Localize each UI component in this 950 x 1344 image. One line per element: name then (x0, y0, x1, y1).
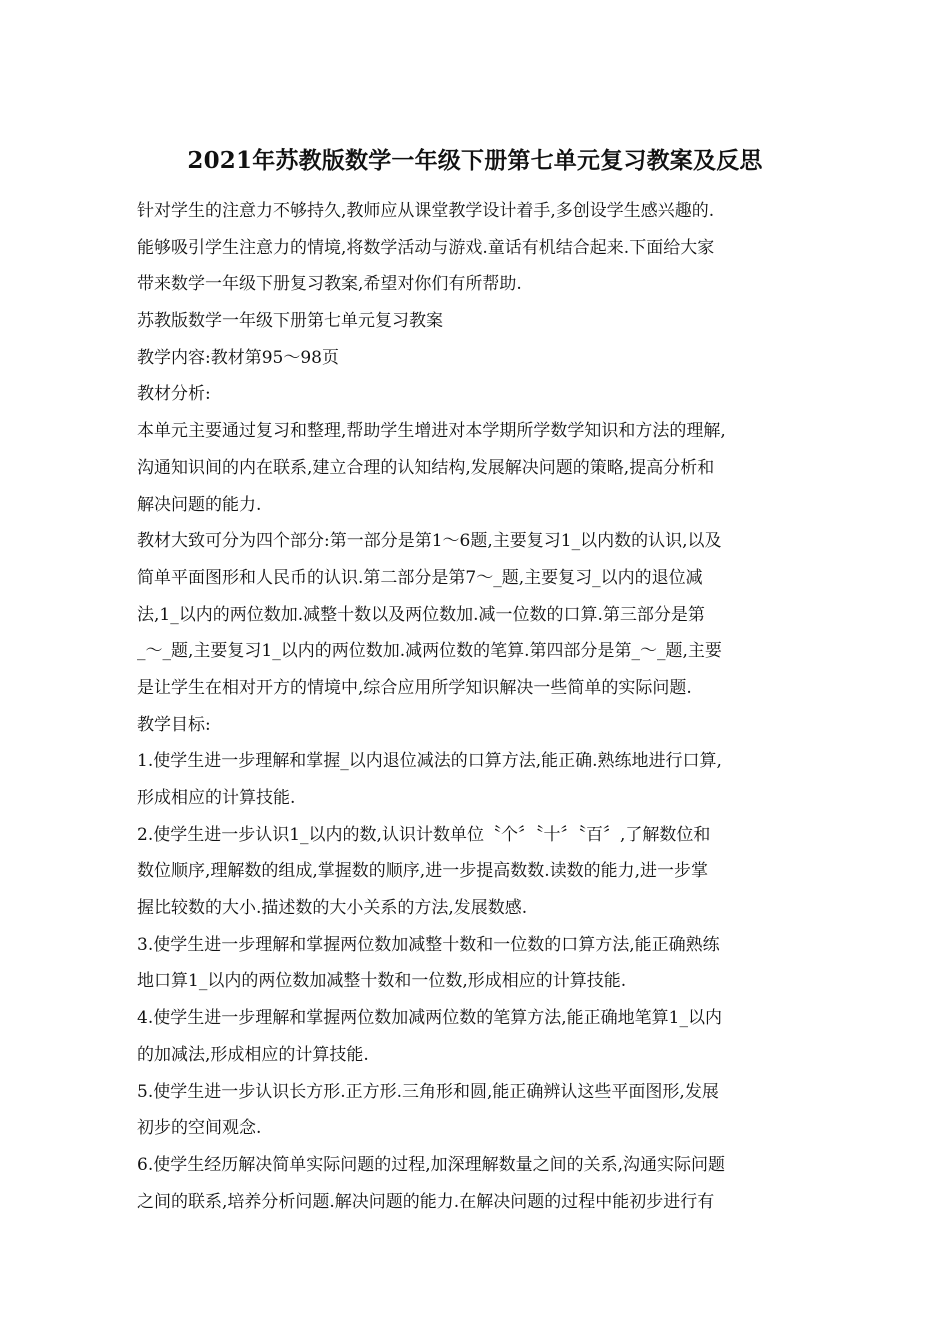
text-line: 地口算1_以内的两位数加减整十数和一位数,形成相应的计算技能. (137, 971, 627, 992)
text-line: 简单平面图形和人民币的认识.第二部分是第7～_题,主要复习_以内的退位减 (137, 567, 703, 588)
text-line: 数位顺序,理解数的组成,掌握数的顺序,进一步提高数数.读数的能力,进一步掌 (137, 861, 709, 882)
text-line: 解决问题的能力. (137, 494, 262, 515)
document-body (137, 193, 813, 1220)
text-line: 之间的联系,培养分析问题.解决问题的能力.在解决问题的过程中能初步进行有 (137, 1191, 715, 1212)
section-heading: 教材分析: (137, 384, 211, 405)
text-line: 本单元主要通过复习和整理,帮助学生增进对本学期所学数学知识和方法的理解, (137, 421, 726, 442)
text-line: 是让学生在相对开方的情境中,综合应用所学知识解决一些简单的实际问题. (137, 677, 692, 698)
text-line: 形成相应的计算技能. (137, 788, 296, 808)
text-line: 4.使学生进一步理解和掌握两位数加减两位数的笔算方法,能正确地笔算1_以内 (137, 1008, 722, 1029)
section-heading: 教学目标: (137, 714, 211, 735)
text-line: 5.使学生进一步认识长方形.正方形.三角形和圆,能正确辨认这些平面图形,发展 (137, 1081, 719, 1102)
text-line: 6.使学生经历解决简单实际问题的过程,加深理解数量之间的关系,沟通实际问题 (137, 1154, 726, 1175)
text-line: 针对学生的注意力不够持久,教师应从课堂教学设计着手,多创设学生感兴趣的. (137, 201, 715, 221)
text-line: 沟通知识间的内在联系,建立合理的认知结构,发展解决问题的策略,提高分析和 (137, 457, 715, 478)
text-line: 的加减法,形成相应的计算技能. (137, 1044, 369, 1065)
text-line: 1.使学生进一步理解和掌握_以内退位减法的口算方法,能正确.熟练地进行口算, (137, 751, 722, 772)
text-line: 3.使学生进一步理解和掌握两位数加减整十数和一位数的口算方法,能正确熟练 (137, 934, 720, 955)
text-line: 教材大致可分为四个部分:第一部分是第1～6题,主要复习1_以内数的认识,以及 (137, 531, 722, 552)
text-line: _～_题,主要复习1_以内的两位数加.减两位数的笔算.第四部分是第_～_题,主要 (137, 641, 722, 662)
section-heading: 苏教版数学一年级下册第七单元复习教案 (137, 311, 443, 332)
text-line: 带来数学一年级下册复习教案,希望对你们有所帮助. (137, 274, 522, 295)
text-line: 法,1_以内的两位数加.减整十数以及两位数加.减一位数的口算.第三部分是第 (137, 604, 705, 625)
text-line: 初步的空间观念. (137, 1118, 262, 1139)
text-line: 2.使学生进一步认识1_以内的数,认识计数单位〝个〞〝十〞〝百〞,了解数位和 (137, 824, 711, 845)
text-line: 教学内容:教材第95～98页 (137, 347, 339, 368)
text-line: 握比较数的大小.描述数的大小关系的方法,发展数感. (137, 898, 528, 919)
text-line: 能够吸引学生注意力的情境,将数学活动与游戏.童话有机结合起来.下面给大家 (137, 237, 715, 258)
document-title: 2021年苏教版数学一年级下册第七单元复习教案及反思 (187, 147, 763, 174)
